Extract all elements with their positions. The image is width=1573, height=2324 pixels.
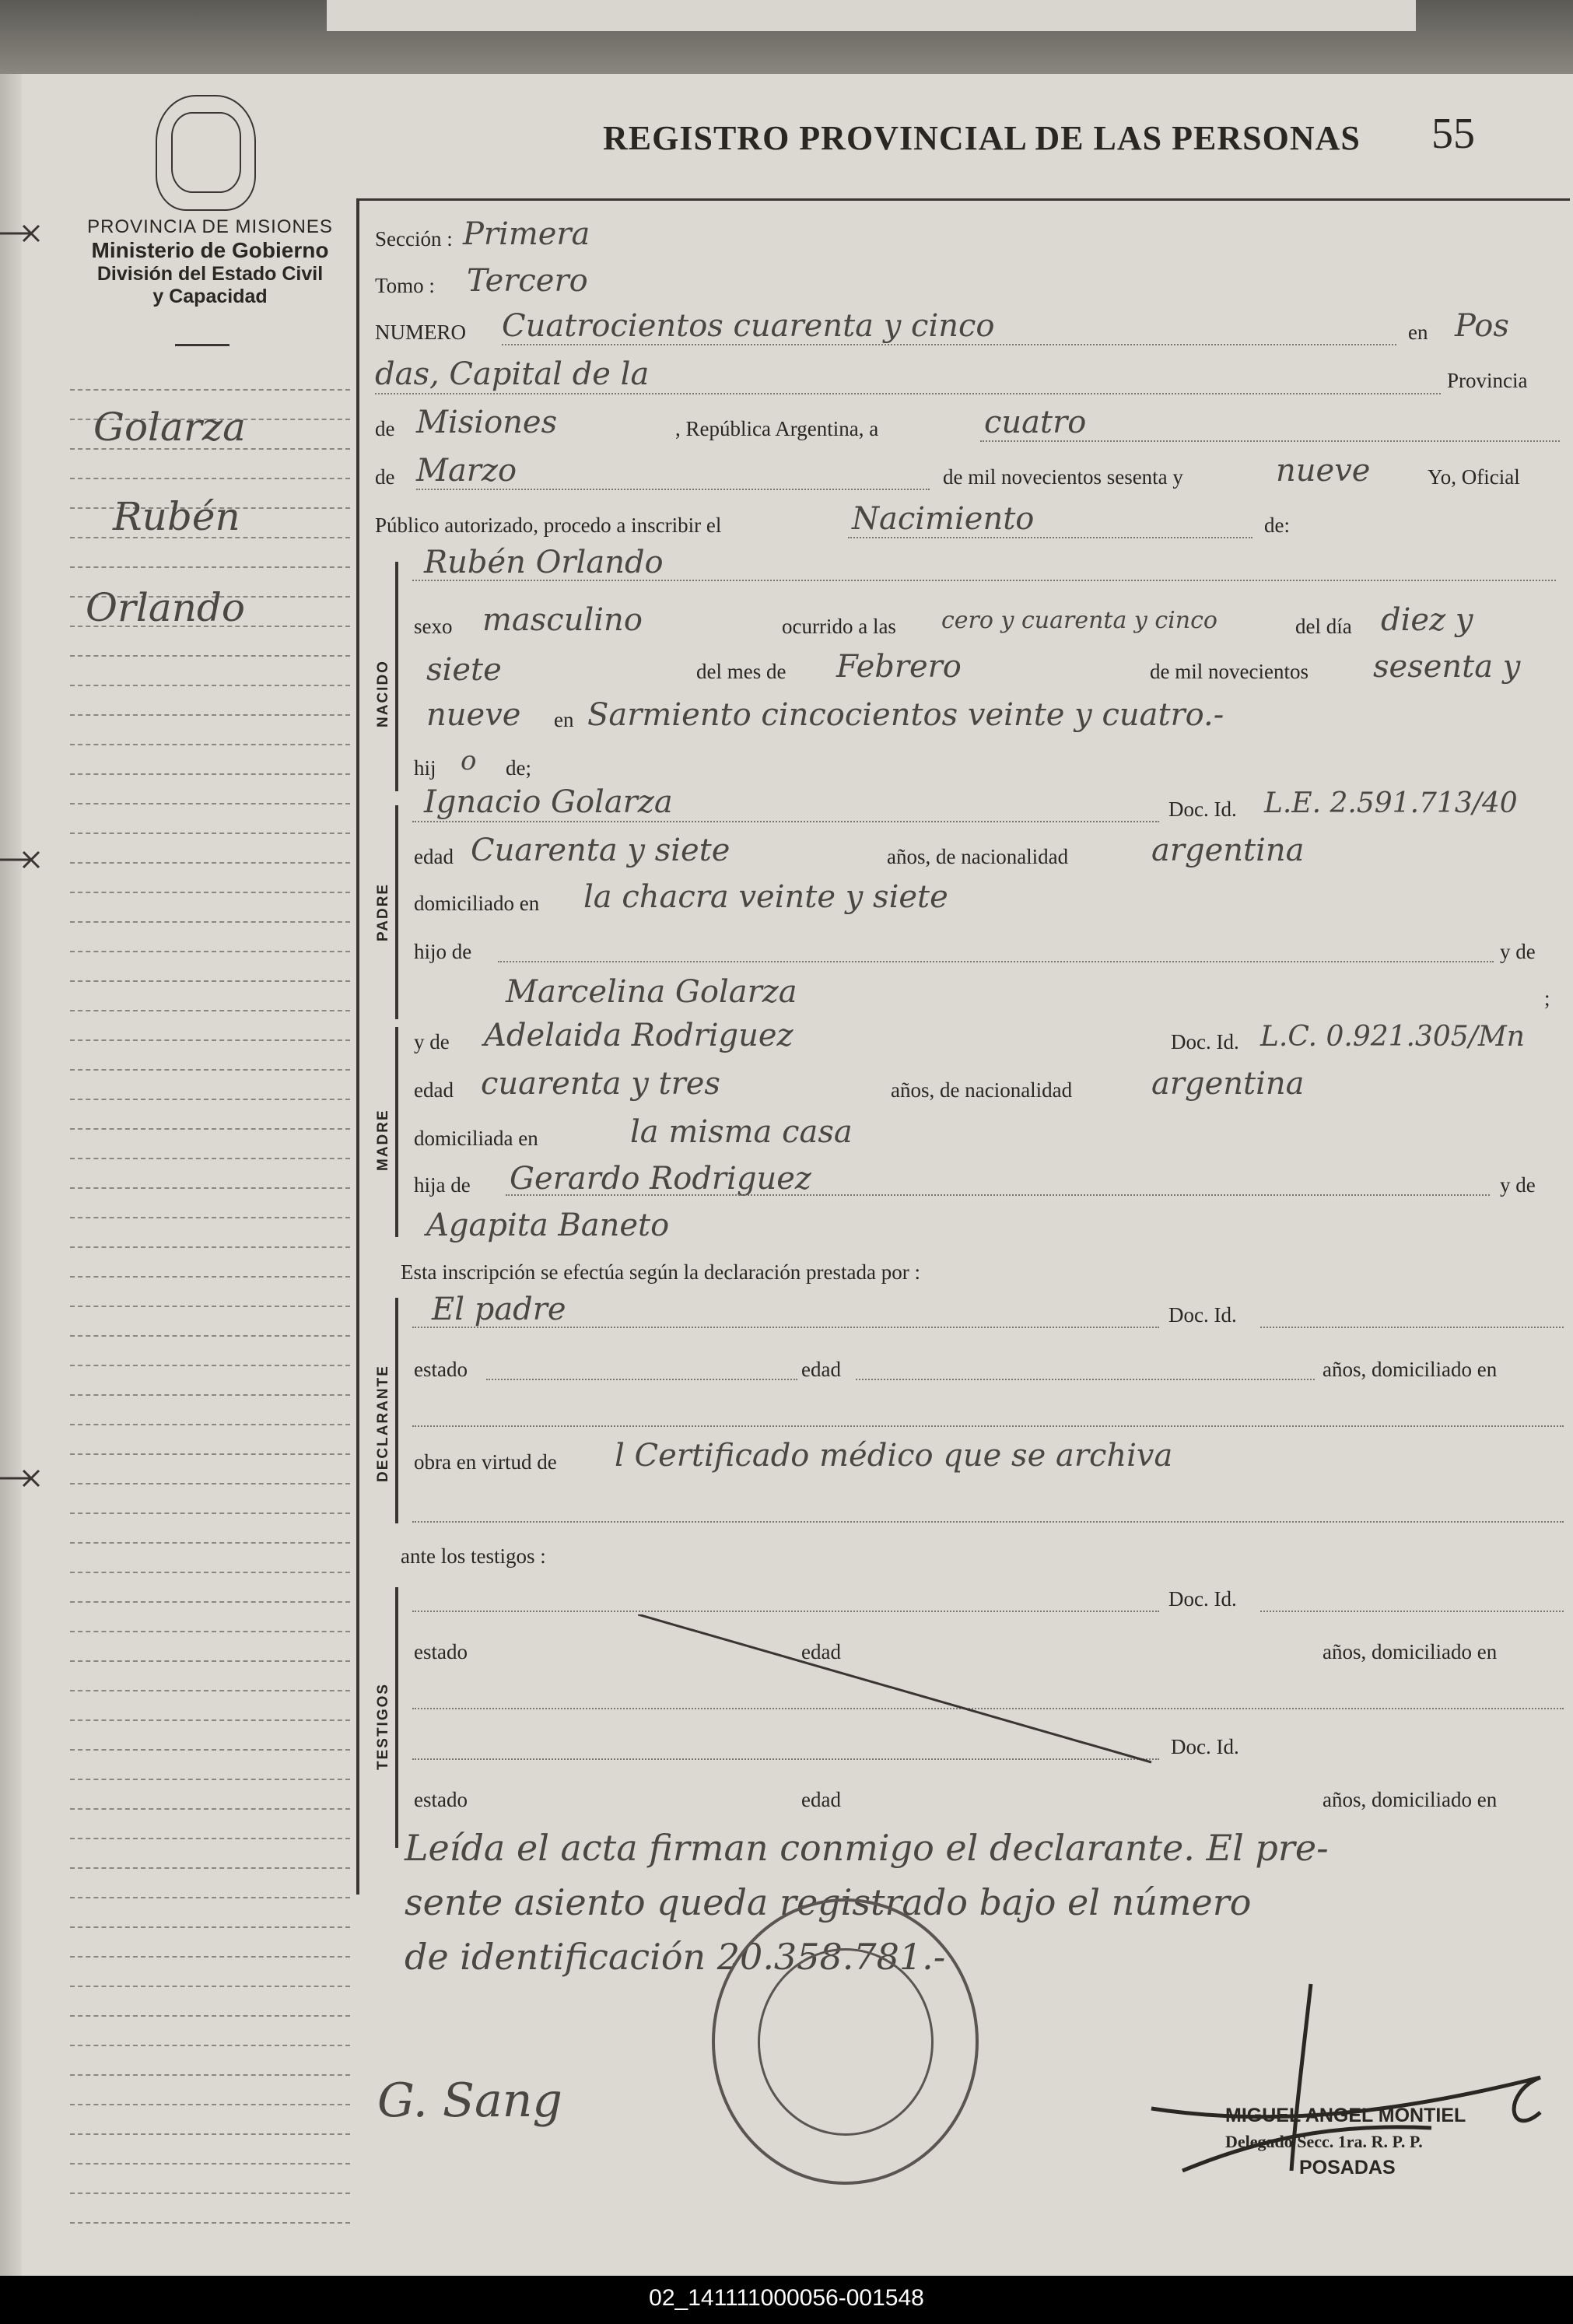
provincia-value: Misiones (416, 405, 558, 440)
margin-rule (70, 1572, 350, 1573)
nombre-value: Rubén Orlando (424, 545, 664, 580)
fill-line (498, 961, 1494, 962)
y-de-madre-2-label: y de (1500, 1173, 1536, 1197)
declarante-doc-label: Doc. Id. (1168, 1303, 1237, 1327)
en-lugar-label: en (554, 708, 574, 731)
fill-line (412, 1611, 1159, 1612)
fill-line (502, 344, 1396, 345)
ocurrido-label: ocurrido a las (782, 615, 896, 638)
margin-rule (70, 2193, 350, 2194)
margin-rule (70, 1069, 350, 1071)
margin-rule (70, 685, 350, 686)
declarante-section-label: DECLARANTE (375, 1365, 391, 1482)
y-de-label: y de (1500, 940, 1536, 963)
anio-value: nueve (1276, 453, 1371, 489)
margin-rule (70, 1542, 350, 1544)
fill-line (1260, 1327, 1564, 1328)
tomo-label: Tomo : (375, 274, 435, 297)
margin-rule (70, 1779, 350, 1780)
madre-edad-label: edad (414, 1078, 454, 1102)
division-label-2: y Capacidad (152, 286, 268, 307)
binding-edge (0, 74, 22, 2276)
fill-line (980, 440, 1560, 442)
yo-oficial-label: Yo, Oficial (1428, 465, 1520, 489)
declarante-edad-label: edad (801, 1358, 841, 1381)
anio-nac-value-1: sesenta y (1373, 649, 1521, 685)
margin-rule (70, 1424, 350, 1425)
sexo-label: sexo (414, 615, 453, 638)
margin-first-name: Rubén (113, 494, 240, 539)
fill-line (506, 1194, 1490, 1196)
margin-rule (70, 1128, 350, 1130)
margin-rule (70, 862, 350, 864)
margin-rule (70, 1099, 350, 1100)
hija-de-label: hija de (414, 1173, 471, 1197)
de-mil-nac-label: de mil novecientos (1150, 660, 1308, 683)
provincia-label: Provincia (1447, 369, 1528, 392)
seccion-value: Primera (463, 216, 590, 252)
numero-value: Cuatrocientos cuarenta y cinco (502, 308, 995, 344)
seccion-label: Sección : (375, 227, 453, 251)
declarante-estado-label: estado (414, 1358, 468, 1381)
padre-nac-label: años, de nacionalidad (887, 845, 1069, 868)
declaracion-label: Esta inscripción se efectúa según la declaración prestada por : (401, 1260, 920, 1284)
margin-rule (70, 389, 350, 391)
margin-rule (70, 566, 350, 568)
margin-rule (70, 1956, 350, 1958)
margin-rule (70, 1631, 350, 1632)
testigos-section-label: TESTIGOS (375, 1682, 391, 1770)
margin-rule (70, 744, 350, 745)
margin-rule (70, 1513, 350, 1514)
image-id-label: 02_141111000056-001548 (649, 2285, 924, 2311)
fill-line (486, 1379, 797, 1380)
margin-rule (70, 803, 350, 804)
testigo2-dom-label: años, domiciliado en (1323, 1788, 1498, 1811)
margin-rule (70, 2015, 350, 2017)
padre-nac-value: argentina (1151, 833, 1305, 868)
madre-madre-value: Agapita Baneto (426, 1208, 670, 1243)
signer-city: POSADAS (1299, 2157, 1396, 2179)
main-frame-left-border (356, 198, 359, 1895)
padre-madre-value: Marcelina Golarza (506, 974, 797, 1010)
margin-rule (70, 1394, 350, 1396)
margin-rule (70, 921, 350, 923)
margin-rule (70, 2163, 350, 2165)
margin-rule (70, 2104, 350, 2105)
padre-dom-value: la chacra veinte y siete (583, 879, 948, 915)
dia-value: cuatro (984, 405, 1087, 440)
madre-padre-value: Gerardo Rodriguez (510, 1161, 811, 1197)
madre-nac-value: argentina (1151, 1066, 1305, 1102)
padre-nombre-value: Ignacio Golarza (424, 784, 673, 820)
nacido-section-label: NACIDO (375, 660, 391, 727)
testigos-section-bracket (395, 1587, 398, 1848)
binding-ring-icon (0, 218, 47, 249)
de-semi-label: de; (506, 756, 531, 780)
margin-rule (70, 1867, 350, 1869)
ministry-header (47, 216, 373, 308)
margin-rule (70, 2133, 350, 2135)
hora-value: cero y cuarenta y cinco (941, 607, 1217, 634)
testigos-cancel-stroke (638, 1614, 1167, 1770)
margin-rule (70, 1986, 350, 1987)
mes-nac-value: Febrero (836, 649, 962, 685)
margin-rule (70, 1690, 350, 1691)
fill-line (848, 537, 1252, 538)
de-mil-label: de mil novecientos sesenta y (943, 465, 1183, 489)
division-label-1: División del Estado Civil (96, 263, 324, 285)
madre-dom-label: domiciliada en (414, 1127, 538, 1150)
margin-rule (70, 1483, 350, 1484)
padre-dom-label: domiciliado en (414, 892, 540, 915)
margin-rule (70, 1601, 350, 1603)
binding-ring-icon (0, 844, 47, 875)
madre-section-label: MADRE (375, 1109, 391, 1171)
margin-rule (70, 1749, 350, 1751)
fill-line (856, 1379, 1315, 1380)
declarante-dom-label: años, domiciliado en (1323, 1358, 1498, 1381)
page-title: REGISTRO PROVINCIAL DE LAS PERSONAS (603, 119, 1361, 157)
declarante-section-bracket (395, 1298, 398, 1523)
margin-rule (70, 2045, 350, 2046)
testigo1-doc-label: Doc. Id. (1168, 1587, 1237, 1611)
margin-rule (70, 1660, 350, 1662)
main-frame-top-border (356, 198, 1570, 201)
padre-section-bracket (395, 805, 398, 1019)
ministry-label: Ministerio de Gobierno (91, 238, 329, 262)
official-stamp (712, 1898, 979, 2185)
margin-rule (70, 1217, 350, 1218)
signer-role: Delegado Secc. 1ra. R. P. P. (1225, 2132, 1423, 2151)
binding-ring-icon (0, 1463, 47, 1494)
madre-nac-label: años, de nacionalidad (891, 1078, 1073, 1102)
mes-value: Marzo (416, 453, 517, 489)
hijo-de-label: hijo de (414, 940, 472, 963)
fill-line (412, 1327, 1159, 1328)
left-signature: G. Sang (377, 2073, 562, 2128)
margin-rule (70, 1010, 350, 1011)
del-dia-label: del día (1295, 615, 1352, 638)
background-card (327, 0, 1416, 31)
tomo-value: Tercero (467, 263, 588, 299)
margin-rule (70, 1719, 350, 1721)
margin-rule (70, 1926, 350, 1928)
fill-line (412, 1521, 1564, 1523)
margin-rule (70, 1453, 350, 1455)
margin-second-name: Orlando (86, 585, 246, 630)
padre-section-label: PADRE (375, 882, 391, 941)
note-line-1: Leída el acta firman conmigo el declarante. El pre- (405, 1827, 1329, 1869)
fill-line (412, 821, 1159, 822)
margin-rule (70, 1246, 350, 1248)
margin-rule (70, 2222, 350, 2224)
del-mes-label: del mes de (696, 660, 786, 683)
dia-nac-value-1: diez y (1381, 602, 1473, 638)
image-id-bar (0, 2276, 1573, 2324)
madre-section-bracket (395, 1027, 398, 1237)
margin-rule (70, 1335, 350, 1337)
testigo2-doc-label: Doc. Id. (1171, 1735, 1239, 1758)
testigo1-edad-label: edad (801, 1640, 841, 1663)
hij-label: hij (414, 756, 436, 780)
margin-rule (70, 655, 350, 657)
en-value-1: Pos (1455, 308, 1509, 344)
madre-doc-label: Doc. Id. (1171, 1030, 1239, 1053)
de-label: de (375, 417, 395, 440)
obra-label: obra en virtud de (414, 1450, 557, 1474)
margin-rule (70, 2074, 350, 2076)
margin-rule (70, 892, 350, 893)
obra-value: l Certificado médico que se archiva (615, 1438, 1173, 1474)
margin-rule (70, 478, 350, 479)
de-label-2: de (375, 465, 395, 489)
lugar-value: Sarmiento cincocientos veinte y cuatro.- (587, 697, 1224, 733)
margin-surname: Golarza (93, 405, 246, 450)
margin-rule (70, 1187, 350, 1189)
divider (175, 344, 229, 346)
padre-edad-value: Cuarenta y siete (471, 833, 730, 868)
y-de-madre-label: y de (414, 1030, 450, 1053)
padre-doc-label: Doc. Id. (1168, 797, 1237, 821)
note-line-2: sente asiento queda registrado bajo el número (405, 1881, 1252, 1923)
margin-rule (70, 773, 350, 775)
declarante-value: El padre (432, 1292, 566, 1327)
signer-name: MIGUEL ANGEL MONTIEL (1225, 2105, 1466, 2126)
fill-line (412, 580, 1556, 581)
margin-rule (70, 714, 350, 716)
semicolon-label: ; (1544, 987, 1550, 1010)
margin-rule (70, 833, 350, 834)
margin-rule (70, 980, 350, 982)
testigo2-edad-label: edad (801, 1788, 841, 1811)
margin-rule (70, 1808, 350, 1810)
margin-rule (70, 1838, 350, 1839)
anio-nac-value-2: nueve (426, 697, 521, 733)
page-number: 55 (1431, 110, 1475, 158)
provincial-coat-of-arms-icon (156, 95, 256, 211)
hij-suffix-value: o (461, 745, 477, 776)
acto-value: Nacimiento (852, 501, 1035, 537)
testigo1-estado-label: estado (414, 1640, 468, 1663)
publico-label: Público autorizado, procedo a inscribir el (375, 514, 722, 537)
margin-rule (70, 1306, 350, 1307)
madre-doc-value: L.C. 0.921.305/Mn (1260, 1021, 1525, 1053)
margin-rule (70, 951, 350, 952)
padre-doc-value: L.E. 2.591.713/40 (1264, 787, 1518, 819)
margin-rule (70, 1365, 350, 1366)
fill-line (416, 489, 930, 490)
testigo2-estado-label: estado (414, 1788, 468, 1811)
fill-line (1260, 1611, 1564, 1612)
de-colon-label: de: (1264, 514, 1290, 537)
en-label: en (1408, 321, 1428, 344)
numero-label: NUMERO (375, 321, 467, 344)
margin-rule (70, 1897, 350, 1898)
margin-rule (70, 1158, 350, 1159)
ante-testigos-label: ante los testigos : (401, 1544, 546, 1568)
madre-nombre-value: Adelaida Rodriguez (484, 1018, 794, 1053)
en-value-2: das, Capital de la (375, 356, 650, 392)
margin-rule (70, 1039, 350, 1041)
padre-edad-label: edad (414, 845, 454, 868)
dia-nac-value-2: siete (426, 652, 502, 688)
madre-dom-value: la misma casa (630, 1114, 853, 1150)
nacido-section-bracket (395, 562, 398, 791)
sexo-value: masculino (482, 602, 643, 638)
testigo1-dom-label: años, domiciliado en (1323, 1640, 1498, 1663)
note-line-3: de identificación 20.358.781.- (405, 1936, 946, 1978)
province-label: PROVINCIA DE MISIONES (87, 216, 333, 237)
republica-label: , República Argentina, a (675, 417, 879, 440)
madre-edad-value: cuarenta y tres (481, 1066, 720, 1102)
fill-line (375, 393, 1441, 394)
margin-rule (70, 1276, 350, 1278)
fill-line (412, 1425, 1564, 1427)
